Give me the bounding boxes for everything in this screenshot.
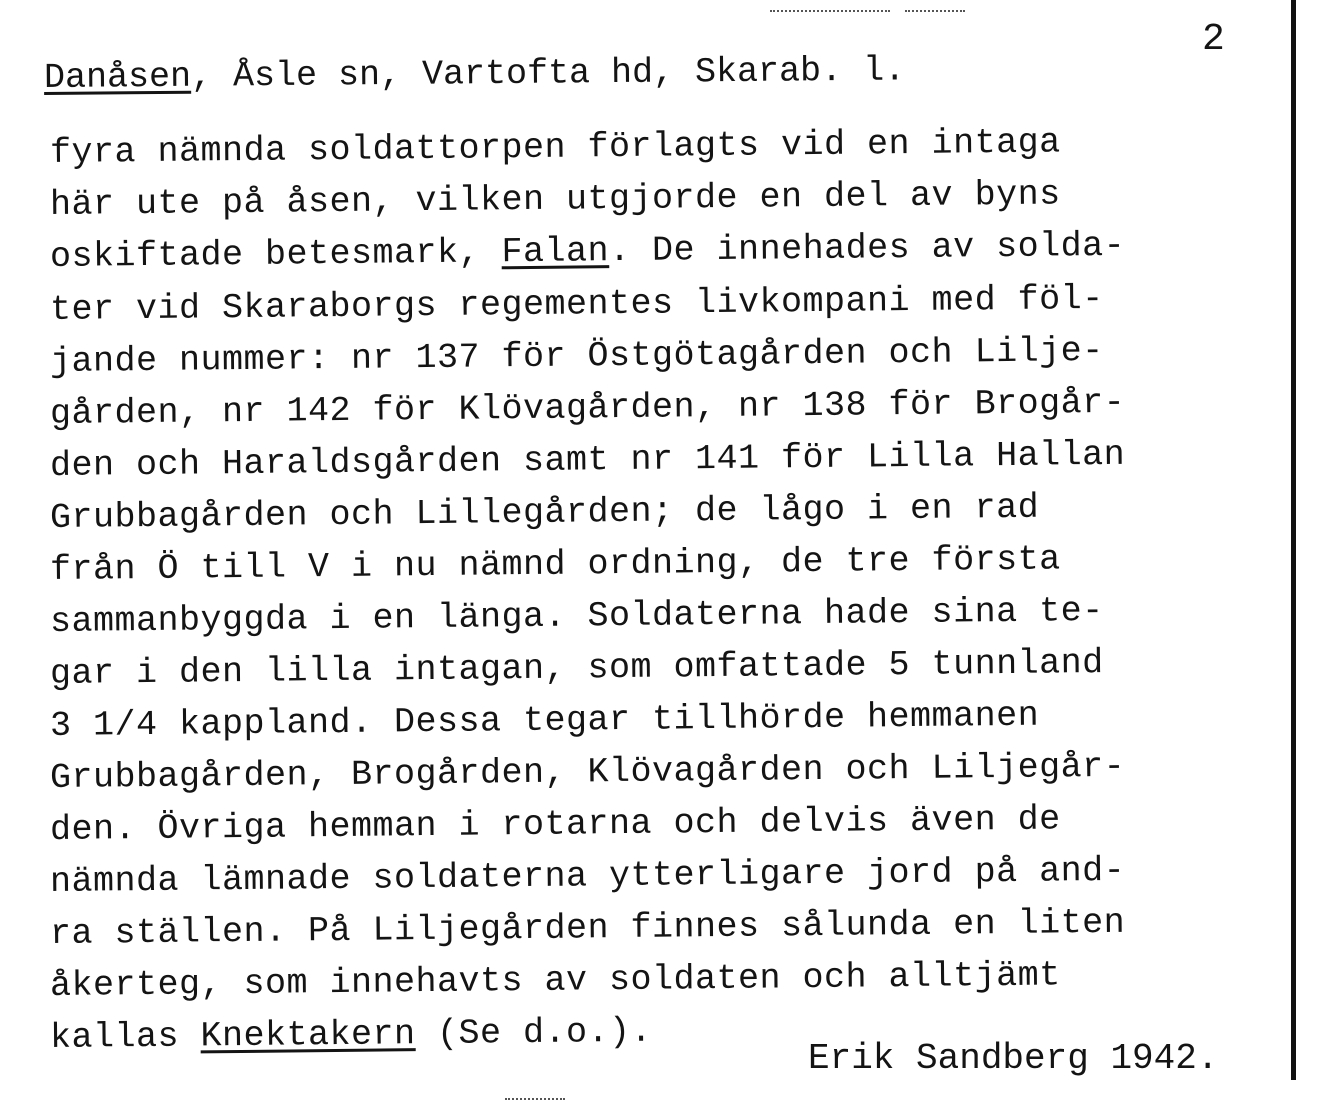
text-line-14: den. Övriga hemman i rotarna och delvis även de (49, 799, 1061, 850)
text-line-11: gar i den lilla intagan, som omfattade 5 tunnland (49, 642, 1104, 694)
header-place-name: Danåsen (43, 56, 192, 98)
card-edge-shadow (1291, 0, 1296, 1080)
place-name-knektakern: Knektakern (200, 1014, 416, 1057)
text-line-17: åkerteg, som innehavts av soldaten och alltjämt (49, 955, 1061, 1006)
text-line-3 (50, 226, 1126, 277)
text-line-9: från Ö till V i nu nämnd ordning, de tre första (49, 539, 1061, 590)
header-location: , Åsle sn, Vartofta hd, Skarab. l. (190, 50, 906, 97)
text-line-12: 3 1/4 kappland. Dessa tegar tillhörde hemmanen (49, 695, 1040, 746)
card-header (44, 50, 905, 98)
text-line-18-post: (Se d.o.). (415, 1011, 653, 1055)
author-signature: Erik Sandberg 1942. (808, 1038, 1219, 1079)
text-line-1: fyra nämnda soldattorpen förlagts vid en intaga (49, 122, 1061, 173)
text-line-5: jande nummer: nr 137 för Östgötagården och Lilje- (49, 330, 1104, 382)
text-line-2: här ute på åsen, vilken utgjorde en del av byns (49, 174, 1061, 225)
text-line-7: den och Haraldsgården samt nr 141 för Lilla Hallan (49, 434, 1126, 486)
place-name-falan: Falan (501, 231, 610, 273)
text-line-15: nämnda lämnade soldaterna ytterligare jord på and- (49, 850, 1126, 902)
text-line-4: ter vid Skaraborgs regementes livkompani med föl- (49, 278, 1104, 330)
text-line-6: gården, nr 142 för Klövagården, nr 138 för Brogår- (49, 382, 1126, 434)
top-edge-dots-2 (905, 10, 965, 14)
text-line-18 (50, 1012, 653, 1058)
text-line-10: sammanbyggda i en länga. Soldaterna hade sina te- (49, 590, 1104, 642)
text-line-16: ra ställen. På Liljegården finnes sålunda en liten (49, 902, 1126, 954)
text-line-13: Grubbagården, Brogården, Klövagården och Liljegår- (49, 746, 1126, 798)
text-line-3-pre: oskiftade betesmark, (49, 232, 502, 277)
bottom-edge-dots (505, 1098, 565, 1102)
text-line-3-post: . De innehades av solda- (608, 225, 1126, 272)
page-number: 2 (1202, 18, 1225, 61)
text-line-8: Grubbagården och Lillegården; de lågo i en rad (49, 487, 1040, 538)
top-edge-dots (770, 10, 890, 14)
text-line-18-pre: kallas (49, 1016, 201, 1058)
